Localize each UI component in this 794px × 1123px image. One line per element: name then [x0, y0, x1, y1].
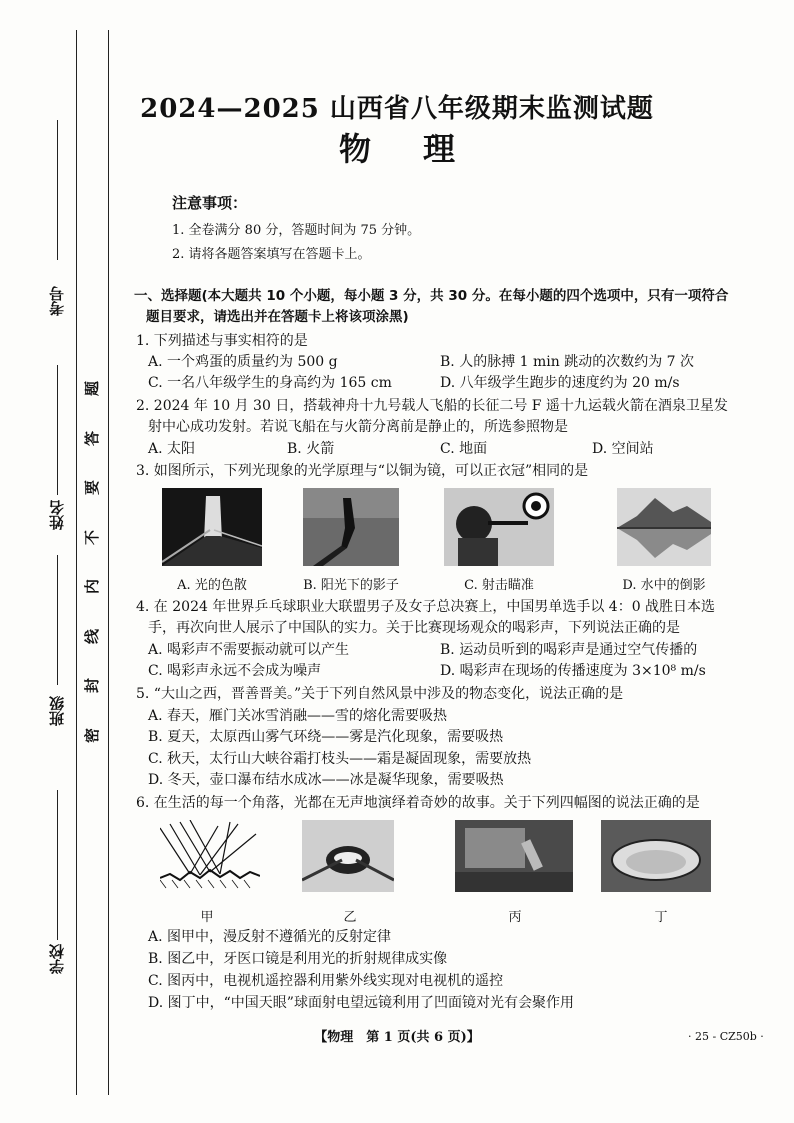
option: A. 喝彩声不需要振动就可以产生 [148, 642, 350, 658]
seal-char: 题 [83, 380, 102, 397]
option: A. 图甲中，漫反射不遵循光的反射定律 [148, 929, 392, 945]
question-stem: 6. 在生活的每一个角落，光都在无声地演绎着奇妙的故事。关于下列四幅图的说法正确的是 [136, 795, 700, 811]
seal-char: 答 [83, 430, 102, 446]
name-label: 姓名 [48, 500, 66, 530]
exam-title: 2024—2025 山西省八年级期末监测试题 [140, 94, 654, 124]
seal-char: 密 [83, 727, 102, 743]
option: A. 光的色散 [177, 578, 247, 593]
option: A. 一个鸡蛋的质量约为 500 g [148, 354, 338, 370]
option: D. 水中的倒影 [622, 578, 706, 593]
option: B. 火箭 [287, 441, 335, 457]
figure-label: 乙 [343, 910, 357, 925]
question-stem: 4. 在 2024 年世界乒乓球职业大联盟男子及女子总决赛上，中国男单选手以 4：0 战胜日本选 [136, 599, 716, 615]
seal-line-text [82, 378, 102, 746]
option: A. 太阳 [148, 441, 196, 457]
section-intro: 一、选择题(本大题共 10 个小题，每小题 3 分，共 30 分。在每小题的四个选项中，只有一项符合 [134, 288, 729, 304]
option: B. 运动员听到的喝彩声是通过空气传播的 [440, 642, 698, 658]
reflection-photo [617, 488, 711, 566]
page-footer: 【物理 第 1 页(共 6 页)】 [314, 1030, 480, 1045]
question-stem: 手，再次向世人展示了中国队的实力。关于比赛现场观众的喝彩声，下列说法正确的是 [148, 620, 680, 636]
option: B. 夏天，太原西山雾气环绕——雾是汽化现象，需要吸热 [148, 729, 504, 745]
question-stem: 1. 下列描述与事实相符的是 [136, 333, 308, 349]
question-stem: 3. 如图所示，下列光现象的光学原理与“以铜为镜，可以正衣冠”相同的是 [136, 463, 589, 479]
figure-label: 丙 [508, 910, 522, 925]
notes-heading: 注意事项： [172, 194, 248, 212]
option: D. 空间站 [592, 441, 654, 457]
margin-line-left [76, 30, 77, 1095]
margin-line-right [108, 30, 109, 1095]
option: C. 射击瞄准 [464, 578, 534, 593]
option: C. 秋天，太行山大峡谷霜打枝头——霜是凝固现象，需要放热 [148, 751, 532, 767]
figure-label: 甲 [200, 910, 214, 925]
school-label: 学校 [48, 944, 66, 974]
class-label: 班级 [48, 696, 66, 726]
name-blank[interactable] [57, 365, 58, 495]
option: B. 阳光下的影子 [303, 578, 399, 593]
option: A. 春天，雁门关冰雪消融——雪的熔化需要吸热 [148, 708, 448, 724]
note-item: 1. 全卷满分 80 分，答题时间为 75 分钟。 [172, 223, 421, 238]
dental-mirror-photo [302, 820, 394, 892]
diffuse-reflection-diagram [160, 820, 260, 892]
option: D. 冬天，壶口瀑布结水成冰——冰是凝华现象，需要吸热 [148, 772, 504, 788]
subject-title: 物理 [338, 130, 507, 168]
option: B. 人的脉搏 1 min 跳动的次数约为 7 次 [440, 354, 695, 370]
shooting-photo [444, 488, 554, 566]
seal-char: 线 [83, 628, 102, 644]
school-blank[interactable] [57, 790, 58, 940]
tv-remote-photo [455, 820, 573, 892]
seal-char: 不 [83, 529, 102, 545]
dispersion-photo [162, 488, 262, 566]
fast-telescope-photo [601, 820, 711, 892]
exam-no-label: 考号 [48, 286, 66, 316]
option: D. 八年级学生跑步的速度约为 20 m/s [440, 375, 680, 391]
option: C. 地面 [440, 441, 488, 457]
seal-char: 要 [83, 480, 102, 496]
question-stem: 5. “大山之西，晋善晋美。”关于下列自然风景中涉及的物态变化，说法正确的是 [136, 686, 624, 702]
paper-code: · 25 - CZ50b · [688, 1030, 764, 1043]
option: B. 图乙中，牙医口镜是利用光的折射规律成实像 [148, 951, 448, 967]
class-blank[interactable] [57, 555, 58, 685]
section-intro: 题目要求，请选出并在答题卡上将该项涂黑) [146, 309, 409, 325]
option: D. 图丁中，“中国天眼”球面射电望远镜利用了凹面镜对光有会聚作用 [148, 995, 574, 1011]
note-item: 2. 请将各题答案填写在答题卡上。 [172, 247, 371, 262]
option: C. 一名八年级学生的身高约为 165 cm [148, 375, 392, 391]
seal-char: 封 [83, 678, 102, 694]
seal-char: 内 [83, 579, 102, 595]
option: C. 图丙中，电视机遥控器利用紫外线实现对电视机的遥控 [148, 973, 504, 989]
question-stem: 2. 2024 年 10 月 30 日，搭载神舟十九号载人飞船的长征二号 F 遥十九运载火箭在酒泉卫星发 [136, 398, 728, 414]
option: D. 喝彩声在现场的传播速度为 3×10⁸ m/s [440, 663, 706, 679]
question-stem: 射中心成功发射。若说飞船在与火箭分离前是静止的，所选参照物是 [148, 419, 568, 435]
shadow-photo [303, 488, 399, 566]
figure-label: 丁 [654, 910, 668, 925]
option: C. 喝彩声永远不会成为噪声 [148, 663, 322, 679]
